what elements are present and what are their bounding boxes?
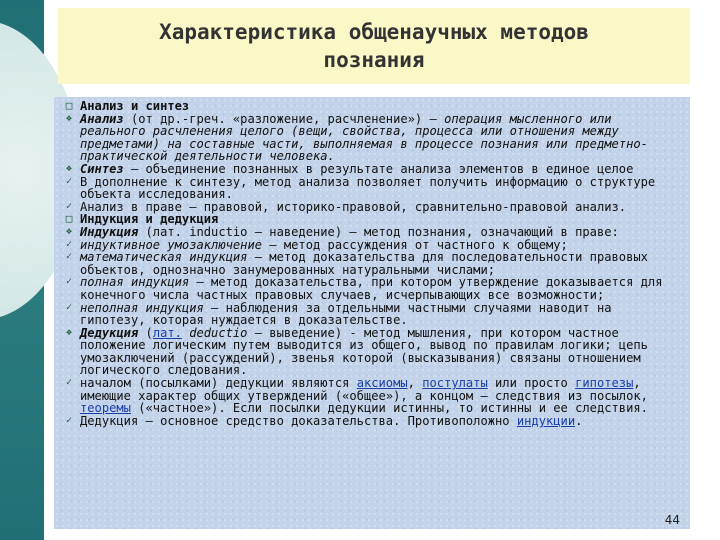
text-run: (от др.-греч. «разложение, расчленение») —: [123, 111, 445, 126]
text-run: Синтез: [80, 161, 124, 176]
check-bullet-icon: ✓: [65, 238, 73, 250]
text-run: («частное»). Если посылки дедукции истинны, то истинны и ее следствия.: [130, 401, 648, 416]
list-item-text: [80, 276, 684, 301]
text-run: — метод доказательства для последовательности правовых объектов, однозначно занумерованных натуральными числами;: [80, 250, 648, 277]
check-bullet-icon: ✓: [65, 175, 73, 187]
text-run: индуктивное умозаключение: [80, 237, 263, 252]
check-bullet-icon: ✓: [65, 377, 73, 389]
text-run: полная индукция: [80, 275, 190, 290]
list-item-text: [80, 327, 684, 377]
text-run: .: [575, 413, 583, 428]
check-bullet-icon: ✓: [65, 414, 73, 426]
term-link[interactable]: аксиомы: [356, 376, 408, 391]
slide-title: [58, 8, 690, 84]
list-item-text: [80, 251, 684, 276]
text-run: Дедукция: [80, 325, 139, 340]
list-item: [58, 276, 684, 301]
text-run: Анализ в праве – правовой, историко-правовой, сравнительно-правовой анализ.: [80, 199, 627, 214]
diamond-bullet-icon: ❖: [65, 326, 73, 338]
list-item: [58, 415, 684, 428]
list-item-text: [80, 415, 684, 428]
text-run: Дедукция — основное средство доказательства. Противоположно: [80, 413, 517, 428]
text-run: (лат. inductio — наведение) – метод познания, означающий в праве:: [138, 224, 619, 239]
title-line-1: Характеристика общенаучных методов: [159, 20, 589, 44]
check-bullet-icon: ✓: [65, 301, 73, 313]
text-run: – объединение познанных в результате анализа элементов в единое целое: [123, 161, 634, 176]
text-run: или просто: [487, 376, 576, 391]
check-bullet-icon: ✓: [65, 200, 73, 212]
text-run: операция мысленного или реального расчленения целого (вещи, свойства, процесса или отношения между предметами) на составные части, выполняемая в процессе познания или предметно-практической деятельности человека.: [80, 111, 648, 164]
term-link[interactable]: гипотезы: [575, 376, 634, 391]
text-run: , имеющие характер общих утверждений («общее»), а концом — следствия из посылок,: [80, 376, 648, 403]
list-item: [58, 302, 684, 327]
diamond-bullet-icon: ❖: [65, 162, 73, 174]
list-item-text: [80, 302, 684, 327]
text-run: В дополнение к синтезу, метод анализа позволяет получить информацию о структуре объекта исследования.: [80, 174, 656, 202]
diamond-bullet-icon: ❖: [65, 112, 73, 124]
list-item-text: [80, 176, 684, 201]
page-number: 44: [664, 513, 680, 528]
text-run: (: [138, 325, 153, 340]
text-run: — метод рассуждения от частного к общему;: [262, 237, 568, 252]
square-bullet-icon: □: [65, 212, 73, 226]
list-item: [58, 113, 684, 163]
text-run: Анализ и синтез: [80, 99, 190, 113]
term-link[interactable]: теоремы: [80, 401, 131, 416]
text-run: Индукция и дедукция: [80, 212, 219, 227]
square-bullet-icon: □: [65, 99, 73, 112]
list-item-text: [80, 113, 684, 163]
list-item: [58, 251, 684, 276]
term-link[interactable]: лат.: [152, 325, 182, 340]
text-run: — выведение) - метод мышления, при котором частное положение логическим путем выводится из общего, вывод по правилам логики; цепь умозаключений (рассуждений), звенья которой (высказывания) связаны отношением логического следования.: [80, 325, 648, 378]
content-panel: [54, 97, 690, 529]
list-item: [58, 377, 684, 415]
text-run: — метод доказательства, при котором утверждение доказывается для конечного числа частных правовых случаев, исчерпывающих все возможности;: [80, 275, 663, 302]
text-run: неполная индукция: [80, 300, 204, 315]
text-run: началом (посылками) дедукции являются: [80, 376, 357, 391]
text-run: deductio: [181, 325, 248, 340]
text-run: ,: [407, 376, 423, 391]
text-run: Анализ: [80, 111, 124, 126]
term-link[interactable]: индукции: [516, 413, 576, 428]
title-line-2: познания: [323, 48, 425, 72]
text-run: математическая индукция: [80, 250, 248, 265]
text-run: Индукция: [80, 224, 139, 239]
list-item: [58, 327, 684, 377]
diamond-bullet-icon: ❖: [65, 225, 73, 237]
list-item-text: [80, 377, 684, 415]
check-bullet-icon: ✓: [65, 251, 73, 263]
term-link[interactable]: постулаты: [422, 376, 488, 391]
check-bullet-icon: ✓: [65, 276, 73, 288]
list-item: [58, 176, 684, 201]
text-run: — наблюдения за отдельными частными случаями наводит на гипотезу, которая нуждается в доказательстве.: [80, 300, 612, 328]
